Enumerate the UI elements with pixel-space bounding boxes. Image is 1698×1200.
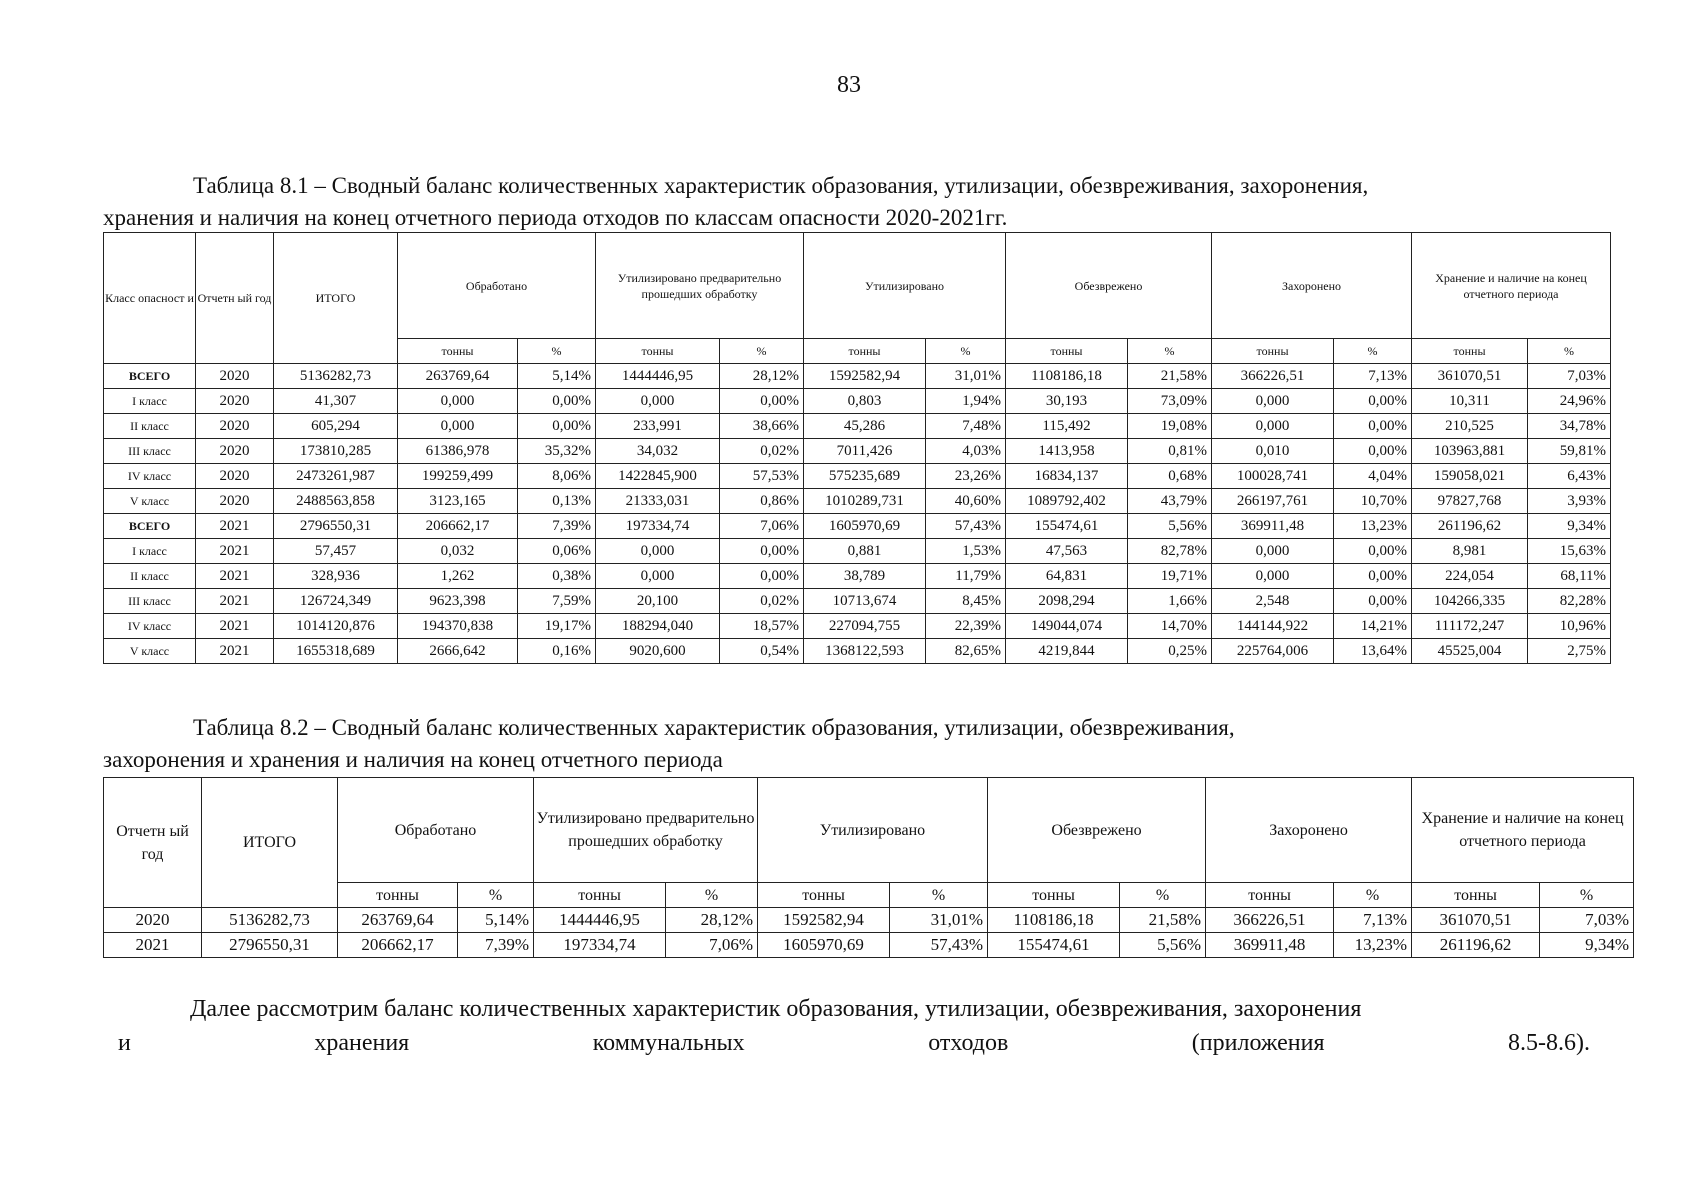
table-cell: 225764,006 [1212,639,1334,664]
table-cell: 57,53% [720,464,804,489]
table-cell: 9,34% [1528,514,1611,539]
table-row [104,614,1611,639]
table-cell: 38,789 [804,564,926,589]
table1-unit-tons: тонны [1412,339,1528,364]
table-cell: 0,81% [1128,439,1212,464]
table-cell: 0,00% [1334,589,1412,614]
table-cell: 0,00% [720,389,804,414]
table-cell: 126724,349 [274,589,398,614]
table-cell: II класс [104,414,196,439]
table-cell: 21,58% [1128,364,1212,389]
table-cell: 197334,74 [596,514,720,539]
table-cell: 366226,51 [1212,364,1334,389]
paragraph-word: (приложения [1191,1030,1325,1056]
table-cell: 21333,031 [596,489,720,514]
table-cell: 1014120,876 [274,614,398,639]
table-cell: 0,000 [596,539,720,564]
table-cell: 0,13% [518,489,596,514]
table-cell: 0,06% [518,539,596,564]
table-cell: 1,53% [926,539,1006,564]
table-cell: 5,14% [458,908,534,933]
table-cell: 8,06% [518,464,596,489]
table-cell: 1605970,69 [804,514,926,539]
table-cell: 4,04% [1334,464,1412,489]
table-cell: 149044,074 [1006,614,1128,639]
table2-header-utilized: Утилизировано [758,778,988,883]
table-cell: 0,000 [398,389,518,414]
table-cell: 0,00% [1334,389,1412,414]
table-cell: 173810,285 [274,439,398,464]
table-cell: 3123,165 [398,489,518,514]
table-cell: 16834,137 [1006,464,1128,489]
table-cell: 7,03% [1540,908,1634,933]
table-cell: 0,032 [398,539,518,564]
table-cell: IV класс [104,614,196,639]
table-cell: 2,75% [1528,639,1611,664]
table-cell: 261196,62 [1412,933,1540,958]
table-cell: 0,02% [720,439,804,464]
table-cell: 9623,398 [398,589,518,614]
table-cell: 38,66% [720,414,804,439]
table1-header-stored: Хранение и наличие на конец отчетного периода [1412,233,1611,339]
table-cell: 1,262 [398,564,518,589]
table-cell: 5,56% [1120,933,1206,958]
table1-header-class: Класс опасност и [104,233,196,364]
table-cell: 1592582,94 [758,908,890,933]
table-cell: 19,71% [1128,564,1212,589]
table2-caption-line2: захоронения и хранения и наличия на конец отчетного периода [103,747,723,772]
table1-header-buried: Захоронено [1212,233,1412,339]
table-cell: 206662,17 [338,933,458,958]
table-cell: 0,000 [1212,389,1334,414]
table-cell: 0,38% [518,564,596,589]
table-cell: 2020 [104,908,202,933]
table-cell: 1368122,593 [804,639,926,664]
table-cell: 369911,48 [1206,933,1334,958]
table2-body [104,908,1634,958]
table2-header-utilized-pre: Утилизировано предварительно прошедших обработку [534,778,758,883]
table-cell: 57,43% [926,514,1006,539]
table-cell: 188294,040 [596,614,720,639]
table-cell: 261196,62 [1412,514,1528,539]
table-cell: 115,492 [1006,414,1128,439]
table-cell: 2473261,987 [274,464,398,489]
table-cell: 266197,761 [1212,489,1334,514]
table-cell: 0,000 [1212,564,1334,589]
table-cell: 45,286 [804,414,926,439]
table-cell: 210,525 [1412,414,1528,439]
table-cell: 0,803 [804,389,926,414]
table-cell: 0,25% [1128,639,1212,664]
table-cell: 2021 [196,589,274,614]
table2-unit-tons: тонны [1206,883,1334,908]
table-cell: 15,63% [1528,539,1611,564]
table-cell: 0,54% [720,639,804,664]
table-cell: 0,000 [596,389,720,414]
table2-header-stored: Хранение и наличие на конец отчетного периода [1412,778,1634,883]
table-cell: 82,78% [1128,539,1212,564]
table-row [104,539,1611,564]
table-cell: 41,307 [274,389,398,414]
table1-body [104,364,1611,664]
table-cell: 263769,64 [338,908,458,933]
table-cell: 0,000 [596,564,720,589]
table-cell: 2021 [196,539,274,564]
table-cell: 0,010 [1212,439,1334,464]
table-cell: 224,054 [1412,564,1528,589]
table-row [104,514,1611,539]
table-row [104,564,1611,589]
table-row [104,933,1634,958]
table-cell: 0,000 [1212,539,1334,564]
table-cell: 28,12% [666,908,758,933]
table2-unit-tons: тонны [758,883,890,908]
table-cell: 82,28% [1528,589,1611,614]
page-number: 83 [837,72,861,98]
table-cell: 47,563 [1006,539,1128,564]
table-row [104,464,1611,489]
table-cell: 361070,51 [1412,364,1528,389]
table-cell: 1108186,18 [988,908,1120,933]
table2-unit-pct: % [666,883,758,908]
table-cell: 57,43% [890,933,988,958]
table-cell: 4219,844 [1006,639,1128,664]
table-cell: 155474,61 [1006,514,1128,539]
table-cell: 233,991 [596,414,720,439]
table1-unit-tons: тонны [398,339,518,364]
table-cell: 2796550,31 [274,514,398,539]
table2-caption-line1: Таблица 8.2 – Сводный баланс количественных характеристик образования, утилизации, обезвреживания, [193,715,1235,740]
table2-unit-tons: тонны [534,883,666,908]
table-cell: 1089792,402 [1006,489,1128,514]
paragraph-word: хранения [314,1030,410,1056]
table-cell: 6,43% [1528,464,1611,489]
table-cell: 7011,426 [804,439,926,464]
table1-caption [103,170,1623,234]
table-cell: 5,14% [518,364,596,389]
table-cell: 1010289,731 [804,489,926,514]
table-cell: 361070,51 [1412,908,1540,933]
table-cell: 31,01% [890,908,988,933]
paragraph-word: и [118,1030,131,1056]
table-cell: 11,79% [926,564,1006,589]
table-cell: 64,831 [1006,564,1128,589]
table1-unit-pct: % [926,339,1006,364]
table-cell: ВСЕГО [104,514,196,539]
table-cell: 2021 [104,933,202,958]
table-cell: 7,48% [926,414,1006,439]
table-cell: 111172,247 [1412,614,1528,639]
table-cell: 206662,17 [398,514,518,539]
table-cell: 7,13% [1334,908,1412,933]
table-row [104,364,1611,389]
table1-unit-pct: % [1334,339,1412,364]
table-cell: 0,00% [518,414,596,439]
table-cell: 197334,74 [534,933,666,958]
table1-caption-line2: хранения и наличия на конец отчетного периода отходов по классам опасности 2020-2021гг. [103,205,1008,230]
table-cell: 0,00% [720,539,804,564]
closing-paragraph-line1: Далее рассмотрим баланс количественных характеристик образования, утилизации, обезвреживания, захоронения [190,996,1362,1022]
table-cell: I класс [104,539,196,564]
table-cell: 1422845,900 [596,464,720,489]
table-cell: 19,08% [1128,414,1212,439]
table-cell: 1655318,689 [274,639,398,664]
table-cell: 2020 [196,364,274,389]
closing-paragraph [118,992,1590,1060]
table-cell: 1108186,18 [1006,364,1128,389]
table-cell: 605,294 [274,414,398,439]
table-cell: 366226,51 [1206,908,1334,933]
table-cell: 2021 [196,614,274,639]
paragraph-word: отходов [928,1030,1009,1056]
table1-header-utilized-pre: Утилизировано предварительно прошедших обработку [596,233,804,339]
table-cell: 2021 [196,639,274,664]
table-cell: 40,60% [926,489,1006,514]
table-cell: 0,000 [1212,414,1334,439]
table-cell: 97827,768 [1412,489,1528,514]
table-cell: 8,45% [926,589,1006,614]
table-cell: 13,64% [1334,639,1412,664]
table1-unit-tons: тонны [1006,339,1128,364]
table-cell: 159058,021 [1412,464,1528,489]
table-cell: 14,21% [1334,614,1412,639]
table-cell: 2,548 [1212,589,1334,614]
table-cell: 22,39% [926,614,1006,639]
table-cell: 328,936 [274,564,398,589]
table-cell: 194370,838 [398,614,518,639]
table-cell: III класс [104,589,196,614]
table-cell: 23,26% [926,464,1006,489]
table1-caption-line1: Таблица 8.1 – Сводный баланс количественных характеристик образования, утилизации, обезвреживания, захоронения, [193,173,1369,198]
table-cell: 19,17% [518,614,596,639]
table-cell: 21,58% [1120,908,1206,933]
table2-header-buried: Захоронено [1206,778,1412,883]
table-cell: 8,981 [1412,539,1528,564]
table-cell: 3,93% [1528,489,1611,514]
table-cell: 2020 [196,389,274,414]
table-cell: 73,09% [1128,389,1212,414]
table1-unit-pct: % [1528,339,1611,364]
table-cell: 1444446,95 [596,364,720,389]
table-cell: 7,59% [518,589,596,614]
table-cell: 2021 [196,564,274,589]
table-cell: 31,01% [926,364,1006,389]
table2-unit-tons: тонны [1412,883,1540,908]
table-cell: 2020 [196,489,274,514]
table-cell: 575235,689 [804,464,926,489]
table1-header-neutralized: Обезврежено [1006,233,1212,339]
table-cell: 1605970,69 [758,933,890,958]
table2-unit-pct: % [890,883,988,908]
table-cell: II класс [104,564,196,589]
table-cell: V класс [104,639,196,664]
table-cell: 1,94% [926,389,1006,414]
table2-header-total: ИТОГО [202,778,338,908]
table-cell: ВСЕГО [104,364,196,389]
table-cell: 0,00% [720,564,804,589]
paragraph-word: 8.5-8.6). [1508,1030,1590,1056]
table-cell: 103963,881 [1412,439,1528,464]
table-cell: 199259,499 [398,464,518,489]
table-cell: 24,96% [1528,389,1611,414]
table-cell: 0,00% [518,389,596,414]
table2-unit-pct: % [458,883,534,908]
table-cell: 7,39% [458,933,534,958]
table-cell: 68,11% [1528,564,1611,589]
table1-unit-tons: тонны [1212,339,1334,364]
table-cell: 20,100 [596,589,720,614]
paragraph-word: коммунальных [592,1030,745,1056]
table-cell: III класс [104,439,196,464]
table-cell: 0,881 [804,539,926,564]
table-cell: 5136282,73 [202,908,338,933]
table1-header-processed: Обработано [398,233,596,339]
table-cell: 18,57% [720,614,804,639]
table2 [103,777,1634,958]
table-cell: 104266,335 [1412,589,1528,614]
table-cell: 82,65% [926,639,1006,664]
table-cell: 369911,48 [1212,514,1334,539]
table-cell: 2666,642 [398,639,518,664]
table2-header-year: Отчетн ый год [104,778,202,908]
table-cell: IV класс [104,464,196,489]
table-cell: 45525,004 [1412,639,1528,664]
table-cell: I класс [104,389,196,414]
table-cell: 0,00% [1334,539,1412,564]
table-cell: 155474,61 [988,933,1120,958]
table1-header-total: ИТОГО [274,233,398,364]
table-row [104,439,1611,464]
table-cell: 1,66% [1128,589,1212,614]
table1-unit-pct: % [720,339,804,364]
table-row [104,908,1634,933]
table-cell: 9020,600 [596,639,720,664]
table2-unit-pct: % [1334,883,1412,908]
table-cell: 0,00% [1334,564,1412,589]
table-cell: 7,39% [518,514,596,539]
table-cell: 14,70% [1128,614,1212,639]
table-cell: 13,23% [1334,933,1412,958]
table-cell: 34,78% [1528,414,1611,439]
table-cell: 144144,922 [1212,614,1334,639]
table2-unit-pct: % [1540,883,1634,908]
table1-unit-pct: % [1128,339,1212,364]
table-cell: 59,81% [1528,439,1611,464]
table-cell: 34,032 [596,439,720,464]
table-cell: 28,12% [720,364,804,389]
table-row [104,389,1611,414]
table-cell: 2020 [196,439,274,464]
table-cell: 2021 [196,514,274,539]
table-cell: 1592582,94 [804,364,926,389]
table1-header-utilized: Утилизировано [804,233,1006,339]
table-cell: 0,86% [720,489,804,514]
table-cell: 7,06% [666,933,758,958]
table-cell: 0,02% [720,589,804,614]
table-cell: 2796550,31 [202,933,338,958]
table-cell: 5136282,73 [274,364,398,389]
table-cell: 0,68% [1128,464,1212,489]
table2-header-neutralized: Обезврежено [988,778,1206,883]
table-row [104,414,1611,439]
table-cell: 43,79% [1128,489,1212,514]
table-row [104,639,1611,664]
table-cell: 5,56% [1128,514,1212,539]
table-cell: 2098,294 [1006,589,1128,614]
table-cell: 10,311 [1412,389,1528,414]
table-cell: 7,13% [1334,364,1412,389]
table1 [103,232,1611,664]
table2-unit-pct: % [1120,883,1206,908]
table-cell: 0,00% [1334,439,1412,464]
table-cell: 2488563,858 [274,489,398,514]
table-cell: 4,03% [926,439,1006,464]
table-cell: 7,06% [720,514,804,539]
table1-unit-tons: тонны [804,339,926,364]
table-cell: 1413,958 [1006,439,1128,464]
table-cell: 35,32% [518,439,596,464]
table2-unit-tons: тонны [338,883,458,908]
table-cell: 10713,674 [804,589,926,614]
table-cell: 30,193 [1006,389,1128,414]
table1-header-year: Отчетн ый год [196,233,274,364]
table-cell: 0,000 [398,414,518,439]
table2-caption [103,712,1623,776]
table-cell: 0,16% [518,639,596,664]
table-cell: 57,457 [274,539,398,564]
table-cell: V класс [104,489,196,514]
table-cell: 2020 [196,414,274,439]
table-cell: 13,23% [1334,514,1412,539]
table-cell: 263769,64 [398,364,518,389]
table-cell: 10,96% [1528,614,1611,639]
table-cell: 9,34% [1540,933,1634,958]
table-cell: 227094,755 [804,614,926,639]
table2-unit-tons: тонны [988,883,1120,908]
table-cell: 1444446,95 [534,908,666,933]
closing-paragraph-line2 [118,1026,1590,1060]
table1-unit-pct: % [518,339,596,364]
table-row [104,589,1611,614]
table-row [104,489,1611,514]
table-cell: 100028,741 [1212,464,1334,489]
table2-header-processed: Обработано [338,778,534,883]
table-cell: 2020 [196,464,274,489]
table1-unit-tons: тонны [596,339,720,364]
table-cell: 10,70% [1334,489,1412,514]
table-cell: 7,03% [1528,364,1611,389]
table-cell: 0,00% [1334,414,1412,439]
table-cell: 61386,978 [398,439,518,464]
